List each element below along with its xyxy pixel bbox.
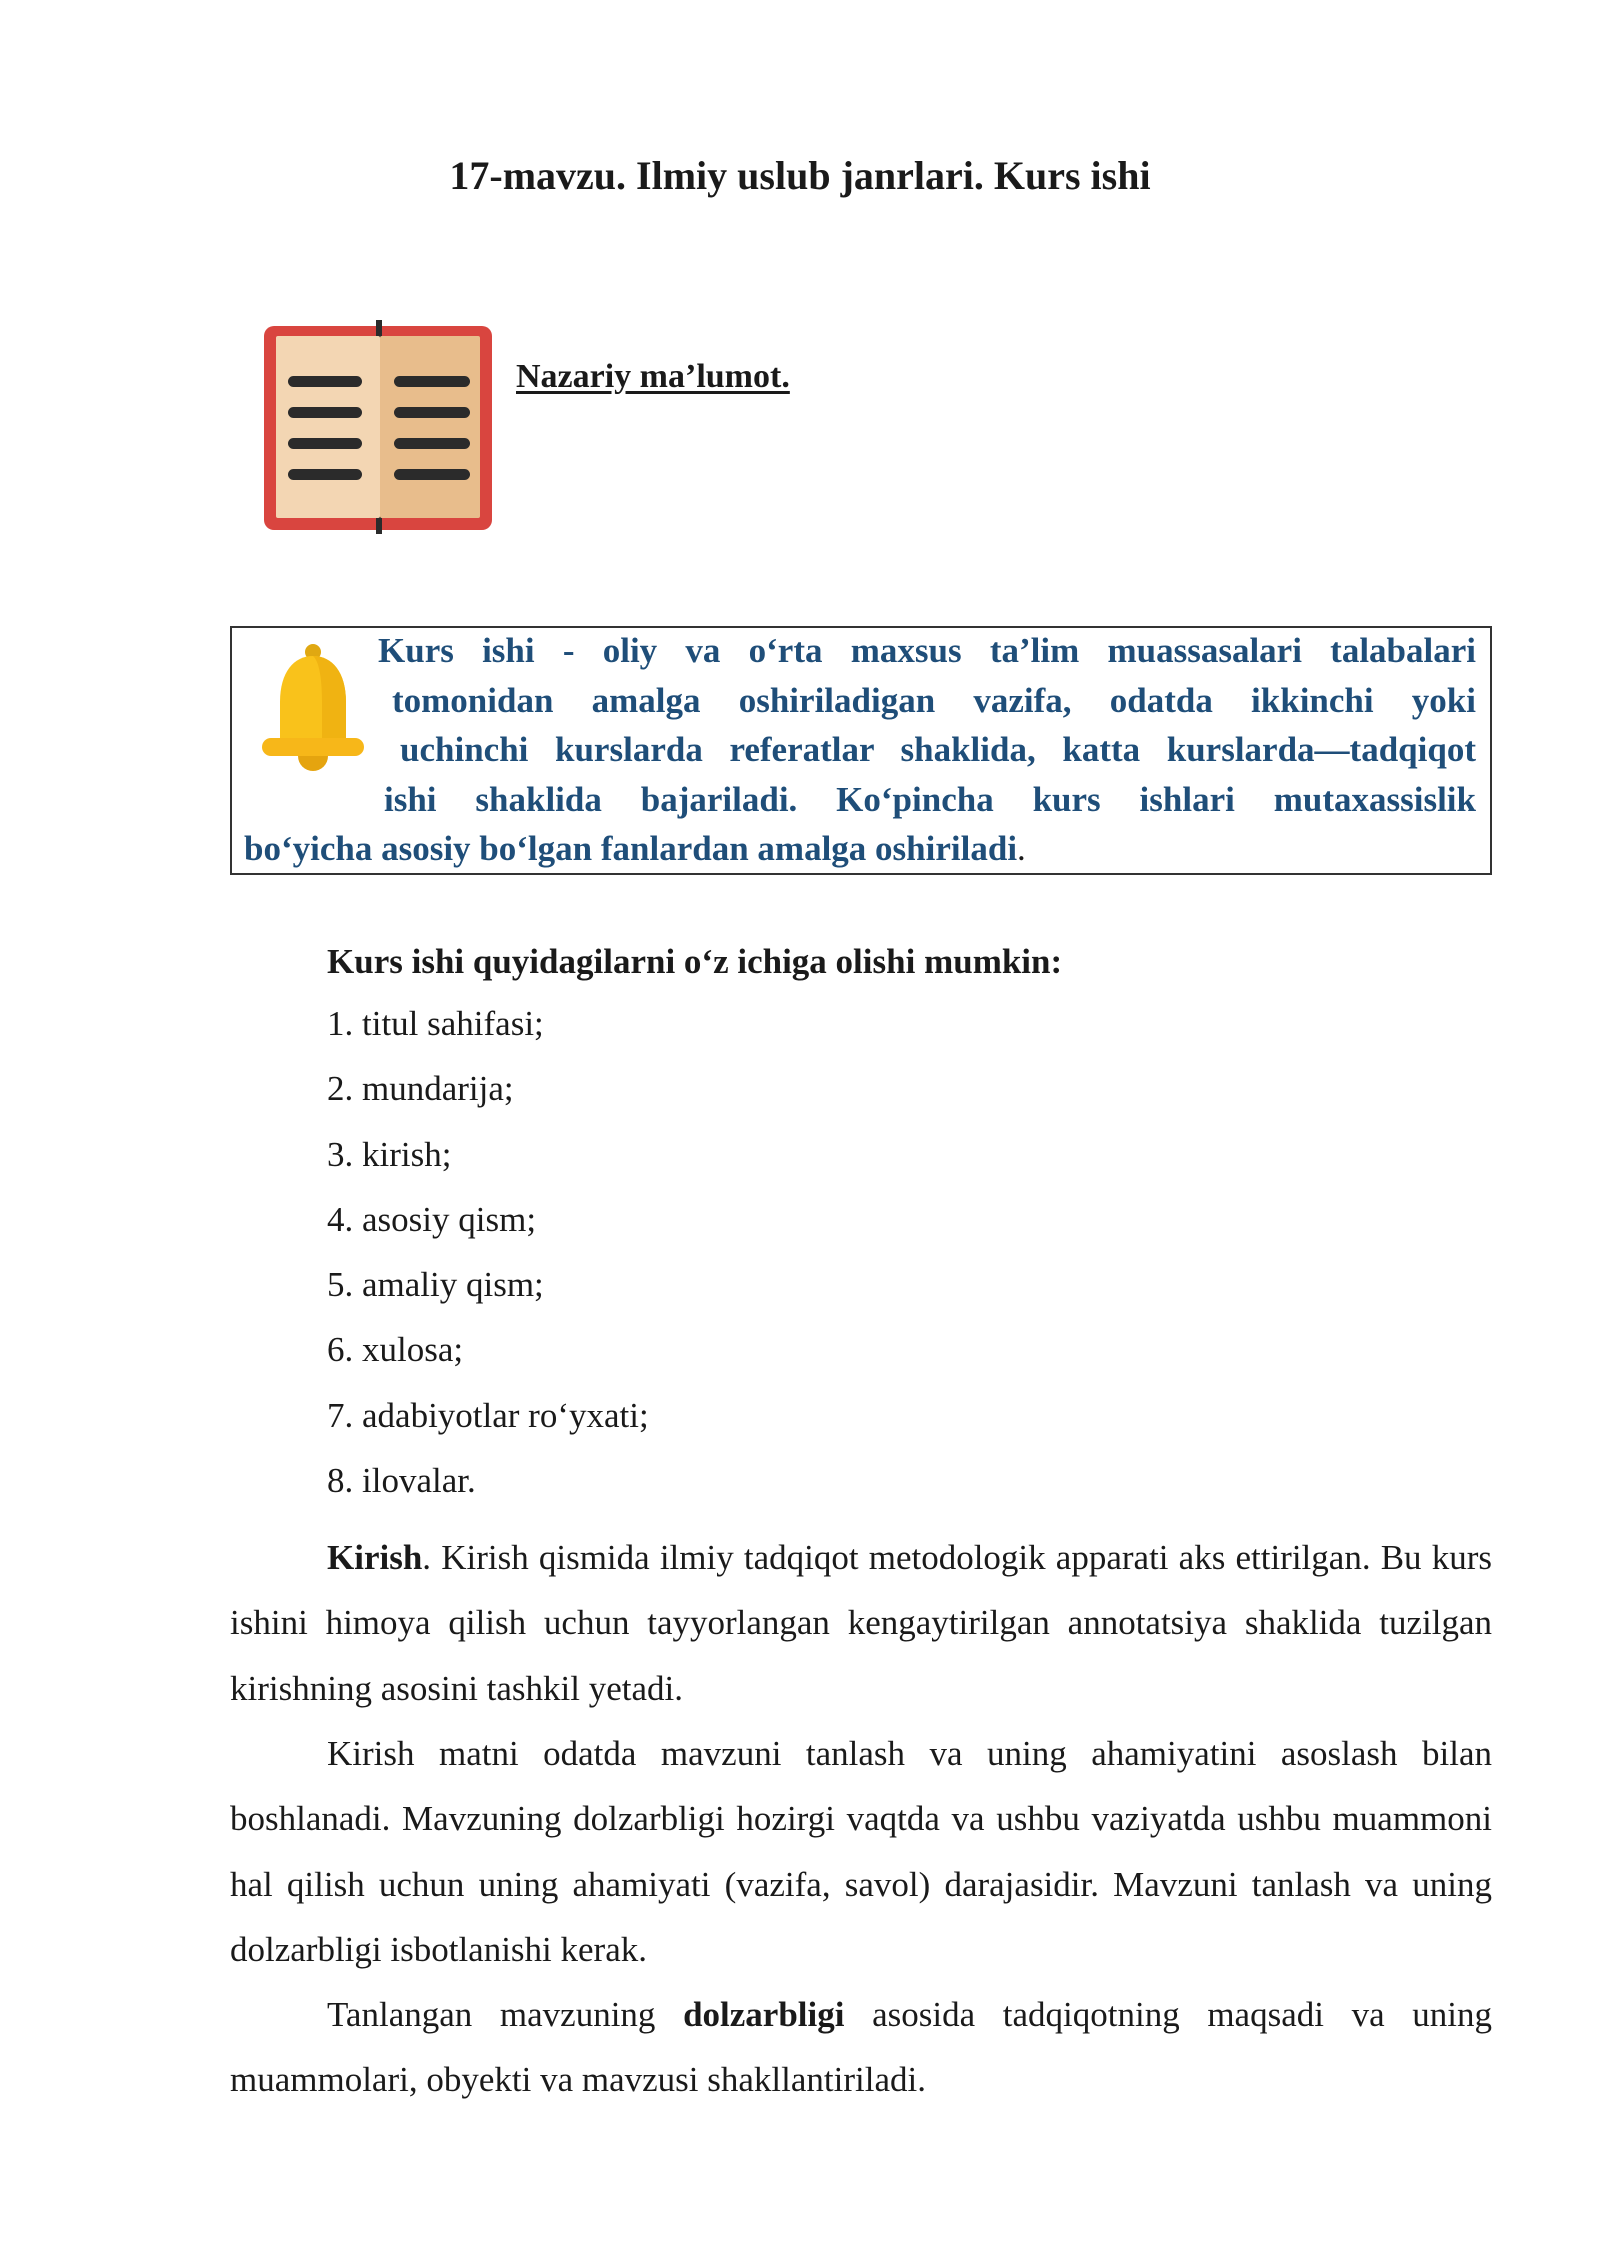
list-item: 7. adabiyotlar ro‘yxati;: [327, 1395, 649, 1435]
term-kirish: Kirish: [327, 1538, 423, 1577]
paragraph-text: Kirish matni odatda mavzuni tanlash va uning ahamiyatini asoslash bilan boshlanadi. Mavzuning dolzarbligi hozirgi vaqtda va ushbu vaziyatda ushbu muammoni hal qilish uchun uning ahamiyati (vazifa, savol) darajasidir. Mavzuni tanlash va uning dolzarbligi isbotlanishi kerak.: [230, 1734, 1492, 1969]
callout-last-line: [244, 824, 1476, 874]
term-dolzarbligi: dolzarbligi: [683, 1995, 845, 2034]
list-item: 2. mundarija;: [327, 1069, 514, 1109]
callout-definition: [244, 626, 1476, 874]
section-heading: Nazariy ma’lumot.: [516, 358, 790, 395]
callout-line: Kurs ishi - oliy va o‘rta maxsus ta’lim muassasalari talabalari: [378, 631, 1476, 670]
list-heading: Kurs ishi quyidagilarni o‘z ichiga olishi mumkin:: [327, 942, 1063, 981]
callout-period: .: [1017, 829, 1026, 868]
paragraph-text: . Kirish qismida ilmiy tadqiqot metodologik apparati aks ettirilgan. Bu kurs ishini himoya qilish uchun tayyorlangan kengaytirilgan annotatsiya shaklida tuzilgan kirishning asosini tashkil yetadi.: [230, 1538, 1492, 1708]
list-item: 3. kirish;: [327, 1134, 452, 1174]
callout-line: bo‘yicha asosiy bo‘lgan fanlardan amalga oshiriladi: [244, 829, 1018, 868]
page-title: 17-mavzu. Ilmiy uslub janrlari. Kurs ishi: [449, 153, 1151, 198]
list-item: 4. asosiy qism;: [327, 1199, 537, 1239]
list-item: 1. titul sahifasi;: [327, 1004, 544, 1043]
open-book-icon: [262, 320, 494, 534]
paragraph-text: Tanlangan mavzuning: [327, 1995, 684, 2034]
callout-line: uchinchi kurslarda referatlar shaklida, katta kurslarda—tadqiqot: [400, 730, 1476, 769]
callout-line: ishi shaklida bajariladi. Ko‘pincha kurs ishlari mutaxassislik: [384, 779, 1476, 819]
paragraph-kirish-matni: [230, 1721, 1492, 1982]
list-item: 6. xulosa;: [327, 1330, 464, 1370]
callout-line: tomonidan amalga oshiriladigan vazifa, odatda ikkinchi yoki: [392, 680, 1476, 720]
paragraph-text: asosida tadqiqotning maqsadi va uning muammolari, obyekti va mavzusi shakllantiriladi.: [230, 1995, 1493, 2100]
paragraph-dolzarbligi: [230, 1982, 1492, 2113]
contents-list: [327, 1002, 649, 1524]
paragraph-kirish: [230, 1525, 1492, 1721]
list-item: 5. amaliy qism;: [327, 1265, 544, 1305]
list-item: 8. ilovalar.: [327, 1461, 476, 1501]
